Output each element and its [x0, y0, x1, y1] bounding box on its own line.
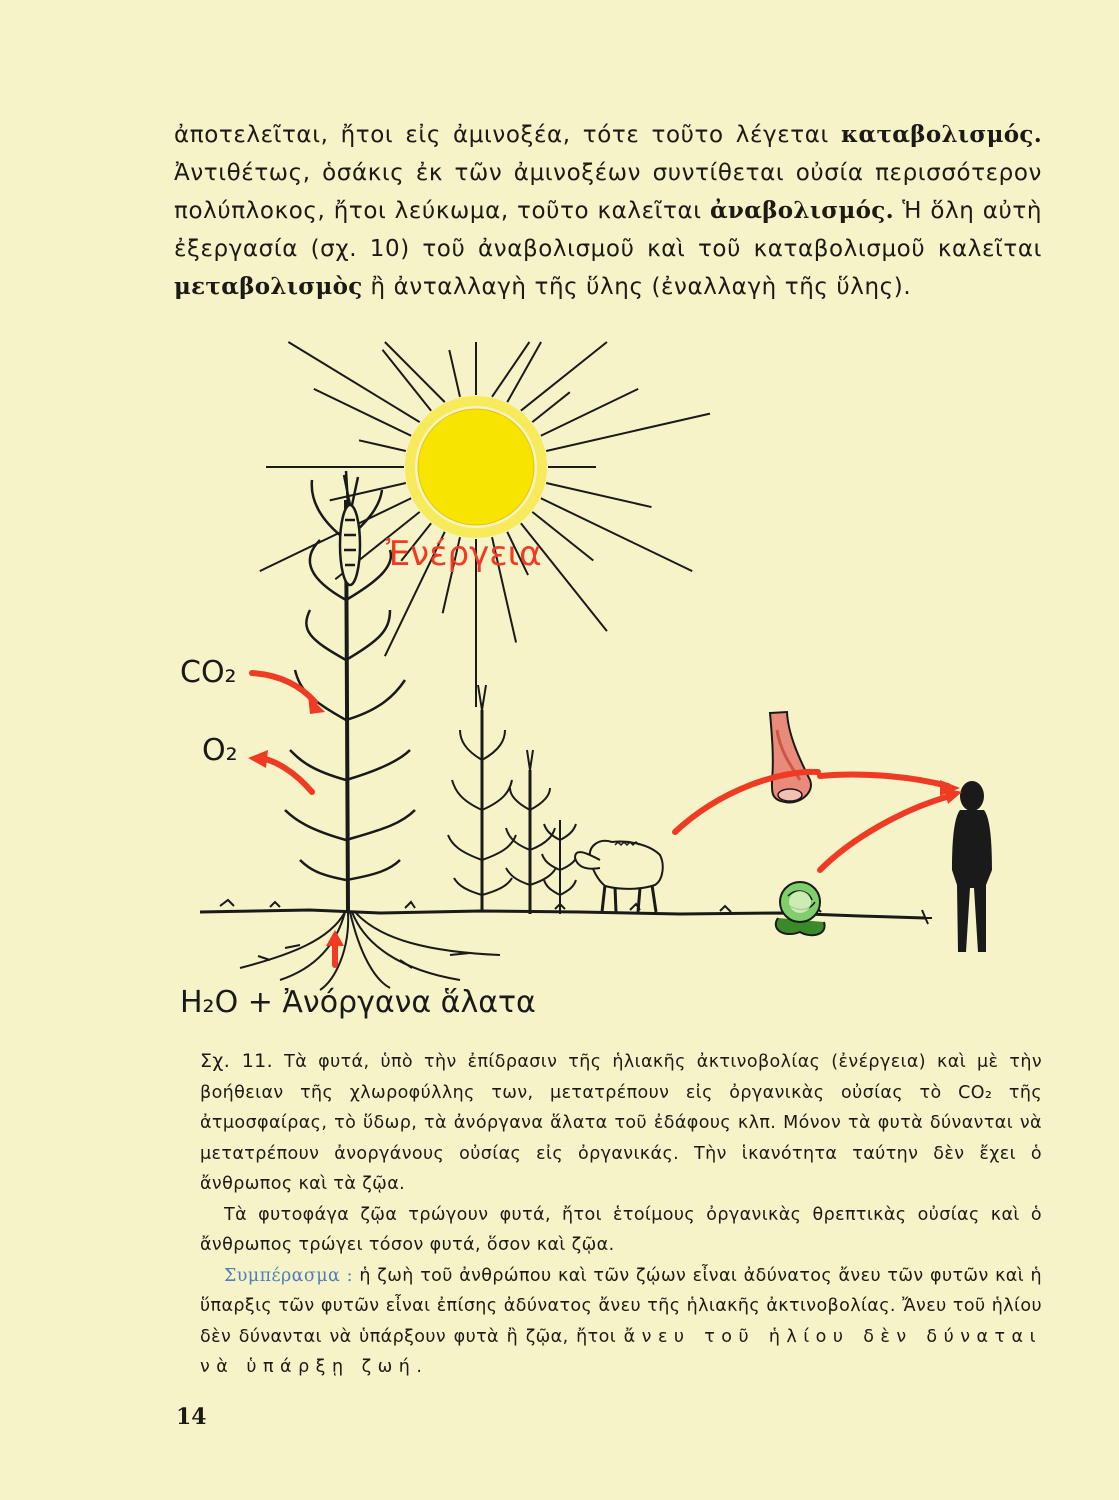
- body-text-segment: ἀποτελεῖται, ἤτοι εἰς ἀμινοξέα, τότε τοῦτο λέγεται: [174, 122, 841, 148]
- plant-roots: [240, 912, 500, 990]
- sun-ray: [449, 350, 460, 397]
- page-number: 14: [176, 1404, 207, 1430]
- sun-ray: [541, 389, 638, 436]
- o2-label: O₂: [202, 733, 238, 768]
- sun-ray: [314, 389, 411, 436]
- sun-ray: [330, 483, 406, 500]
- body-paragraph: [174, 116, 1042, 307]
- sun-ray: [288, 342, 419, 422]
- cabbage-to-human-arrow: [820, 796, 950, 870]
- illustration-figure: [160, 340, 1060, 1040]
- sun-ray: [521, 342, 607, 411]
- human-silhouette-icon: [952, 781, 992, 952]
- cabbage-icon: [776, 882, 825, 935]
- sun-ray: [492, 342, 529, 397]
- figure-caption: [200, 1046, 1042, 1383]
- energy-label: Ἐνέργεια: [386, 534, 542, 574]
- caption-paragraph-3: [200, 1261, 1042, 1383]
- soil-nutrients-label: H₂O + Ἀνόργανα ἅλατα: [180, 985, 536, 1020]
- sun-ray: [546, 483, 651, 507]
- figure-number: Σχ. 11.: [200, 1050, 274, 1072]
- term-metabolism: μεταβολισμὸς: [174, 273, 363, 300]
- term-anabolism: ἀναβολισμός.: [709, 197, 894, 224]
- caption-paragraph-2: Τὰ φυτοφάγα ζῷα τρώγουν φυτά, ἤτοι ἑτοίμους ὀργανικὰς θρεπτικὰς οὐσίας καὶ ὁ ἄνθρωπος τρώγει τόσον φυτά, ὅσον καὶ ζῷα.: [200, 1204, 1042, 1255]
- conclusion-text: ἡ ζωὴ τοῦ ἀνθρώπου καὶ τῶν ζῴων εἶναι ἀδύνατος ἄνευ τῶν φυτῶν καὶ ἡ ὕπαρξις τῶν φυτῶν εἶναι ἐπίσης ἀδύνατος ἄνευ τῆς ἡλιακῆς ἀκτινοβολίας. Ἄνευ τοῦ ἡλίου δὲν δύνανται νὰ ὑπάρξουν φυτὰ ἢ ζῷα, ἤτοι: [200, 1265, 1042, 1347]
- co2-label: CO₂: [180, 655, 237, 690]
- body-text-segment: Ἀντιθέτως, ὁσάκις ἐκ τῶν ἀμινοξέων συντίθεται οὐσία περισσότερον πολύπλοκος, ἤτοι λεύκωμα, τοῦτο καλεῖται: [174, 159, 1042, 224]
- sun-icon: [260, 342, 710, 707]
- corn-plant-small: [506, 750, 578, 914]
- illustration-svg: [160, 340, 1060, 1040]
- corn-plant-medium: [448, 685, 516, 912]
- conclusion-spaced-text: ἄνευ τοῦ ἡλίου δὲν δύναται νὰ ὑπάρξῃ ζωή.: [200, 1326, 1043, 1377]
- meat-icon: [770, 712, 811, 802]
- sun-ray: [385, 342, 445, 402]
- arrowheads: [248, 695, 962, 946]
- caption-text: Τὰ φυτά, ὑπὸ τὴν ἐπίδρασιν τῆς ἡλιακῆς ἀκτινοβολίας (ἐνέργεια) καὶ μὲ τὴν βοήθειαν τῆς χλωροφύλλης των, μετατρέπουν εἰς ὀργανικὰς οὐσίας τὸ CO₂ τῆς ἀτμοσφαίρας, τὸ ὕδωρ, τὰ ἀνόργανα ἅλατα τοῦ ἐδάφους κλπ. Μόνον τὰ φυτὰ δύνανται νὰ μετατρέπουν ἀνοργάνους οὐσίας εἰς ὀργανικάς. Τὴν ἱκανότητα ταύτην δὲν ἔχει ὁ ἄνθρωπος καὶ τὰ ζῷα.: [200, 1052, 1043, 1194]
- sun-ray: [359, 440, 406, 451]
- caption-paragraph-1: [200, 1046, 1042, 1200]
- ground-line: [200, 900, 932, 924]
- body-text-segment: Ἡ ὅλη αὐτὴ ἐξεργασία (σχ. 10) τοῦ ἀναβολισμοῦ καὶ τοῦ καταβολισμοῦ καλεῖται: [174, 198, 1042, 262]
- sheep-icon: [575, 841, 663, 912]
- co2-arrow: [252, 673, 315, 702]
- body-text-segment: ἢ ἀνταλλαγὴ τῆς ὕλης (ἐναλλαγὴ τῆς ὕλης).: [362, 274, 912, 300]
- conclusion-label: Συμπέρασμα :: [224, 1265, 353, 1286]
- sun-ray: [546, 414, 710, 451]
- sun-ray: [541, 498, 692, 571]
- meat-to-human-arrow: [820, 774, 948, 786]
- term-catabolism: καταβολισμός.: [840, 121, 1042, 148]
